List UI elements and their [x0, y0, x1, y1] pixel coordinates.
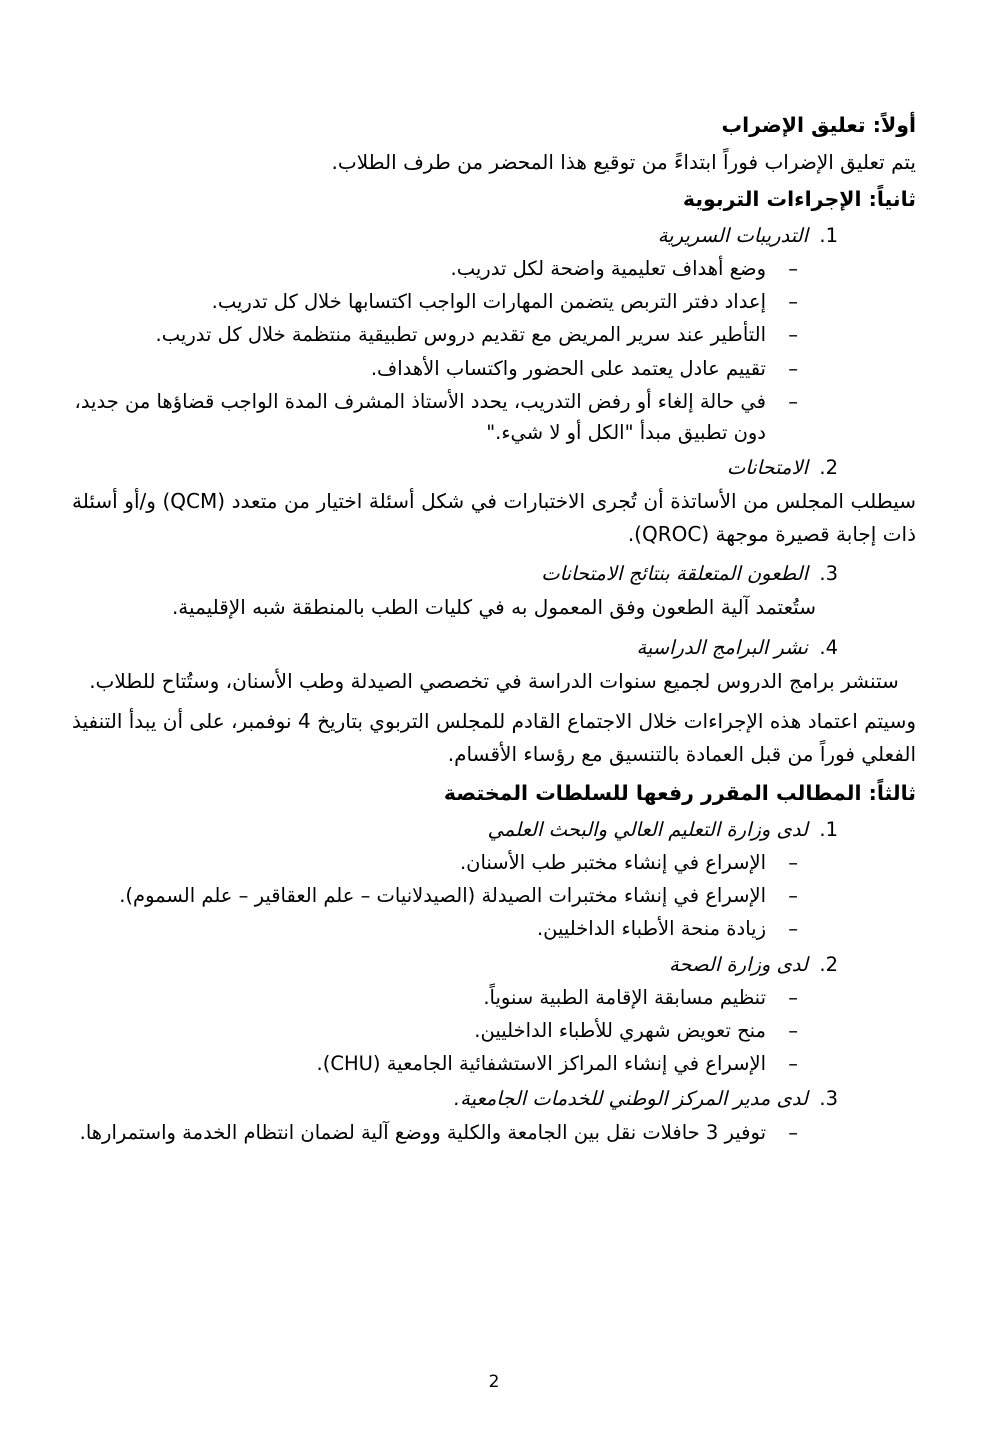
bullet-list-training [72, 253, 916, 448]
dash-icon: – [788, 851, 798, 875]
list-item: – تنظيم مسابقة الإقامة الطبية سنوياً. [72, 982, 916, 1013]
list-title: الامتحانات [726, 456, 808, 480]
dash-icon: – [788, 257, 798, 281]
list-item: – زيادة منحة الأطباء الداخليين. [72, 913, 916, 944]
dash-icon: – [788, 917, 798, 941]
list-item-appeals-title [72, 558, 916, 589]
second-section-closing: وسيتم اعتماد هذه الإجراءات خلال الاجتماع القادم للمجلس التربوي بتاريخ 4 نوفمبر، على أن يبدأ التنفيذ الفعلي فوراً من قبل العمادة بالتنسيق مع رؤساء الأقسام. [72, 709, 916, 766]
list-item: – الإسراع في إنشاء مختبرات الصيدلة (الصيدلانيات – علم العقاقير – علم السموم). [72, 880, 916, 911]
list-item: – الإسراع في إنشاء مختبر طب الأسنان. [72, 847, 916, 878]
list-number: 1. [819, 223, 838, 247]
dash-icon: – [788, 323, 798, 347]
list-number: 1. [819, 817, 838, 841]
list-title: لدى وزارة الصحة [668, 952, 808, 976]
section-heading-first: أولاً: تعليق الإضراب [721, 113, 916, 137]
list-item: – توفير 3 حافلات نقل بين الجامعة والكلية ووضع آلية لضمان انتظام الخدمة واستمرارها. [72, 1117, 916, 1148]
list-title: لدى مدير المركز الوطني للخدمات الجامعية. [453, 1087, 808, 1111]
list-item: – منح تعويض شهري للأطباء الداخليين. [72, 1015, 916, 1046]
exams-paragraph: سيطلب المجلس من الأساتذة أن تُجرى الاختبارات في شكل أسئلة اختيار من متعدد (QCM) و/أو أسئلة ذات إجابة قصيرة موجهة (QROC). [72, 489, 917, 546]
list-item-national-center-title [72, 1083, 916, 1114]
dash-icon: – [788, 985, 798, 1009]
list-number: 3. [819, 562, 838, 586]
list-title: لدى وزارة التعليم العالي والبحث العلمي [487, 817, 808, 841]
list-title: الطعون المتعلقة بنتائج الامتحانات [541, 562, 808, 586]
list-item: – الإسراع في إنشاء المراكز الاستشفائية الجامعية (CHU). [72, 1048, 916, 1079]
list-item-ministry-higher-ed-title [72, 814, 916, 845]
list-item: – إعداد دفتر التربص يتضمن المهارات الواجب اكتسابها خلال كل تدريب. [72, 286, 916, 317]
section-first-intro: يتم تعليق الإضراب فوراً ابتداءً من توقيع هذا المحضر من طرف الطلاب. [331, 149, 916, 174]
bullet-list-national-center [72, 1117, 916, 1148]
list-item-exams-title [72, 452, 916, 483]
dash-icon: – [788, 1120, 798, 1144]
page-number: 2 [488, 1372, 500, 1392]
list-title: التدريبات السريرية [657, 223, 808, 247]
programs-paragraph: ستنشر برامج الدروس لجميع سنوات الدراسة في تخصصي الصيدلة وطب الأسنان، وستُتاح للطلاب. [89, 668, 899, 693]
list-item: – في حالة إلغاء أو رفض التدريب، يحدد الأستاذ المشرف المدة الواجب قضاؤها من جديد، دون تطبيق مبدأ "الكل أو لا شيء." [72, 386, 916, 448]
bullet-list-ministry-higher-ed [72, 847, 916, 945]
list-item-ministry-health-title [72, 949, 916, 980]
dash-icon: – [788, 356, 798, 380]
list-item: – التأطير عند سرير المريض مع تقديم دروس تطبيقية منتظمة خلال كل تدريب. [72, 319, 916, 350]
bullet-list-ministry-health [72, 982, 916, 1080]
list-number: 2. [819, 952, 838, 976]
list-item-programs-title [72, 632, 916, 663]
section-heading-third: ثالثاً: المطالب المقرر رفعها للسلطات المختصة [443, 781, 916, 806]
list-item-training-title [72, 220, 916, 251]
dash-icon: – [788, 290, 798, 314]
appeals-paragraph: ستُعتمد آلية الطعون وفق المعمول به في كليات الطب بالمنطقة شبه الإقليمية. [171, 595, 817, 620]
dash-icon: – [788, 1052, 798, 1076]
list-item: – تقييم عادل يعتمد على الحضور واكتساب الأهداف. [72, 353, 916, 384]
list-number: 4. [819, 635, 838, 659]
list-number: 2. [819, 456, 838, 480]
list-item: – وضع أهداف تعليمية واضحة لكل تدريب. [72, 253, 916, 284]
list-title: نشر البرامج الدراسية [636, 635, 808, 659]
dash-icon: – [788, 389, 798, 413]
list-number: 3. [819, 1087, 838, 1111]
dash-icon: – [788, 1019, 798, 1043]
dash-icon: – [788, 884, 798, 908]
section-heading-second: ثانياً: الإجراءات التربوية [682, 187, 916, 212]
